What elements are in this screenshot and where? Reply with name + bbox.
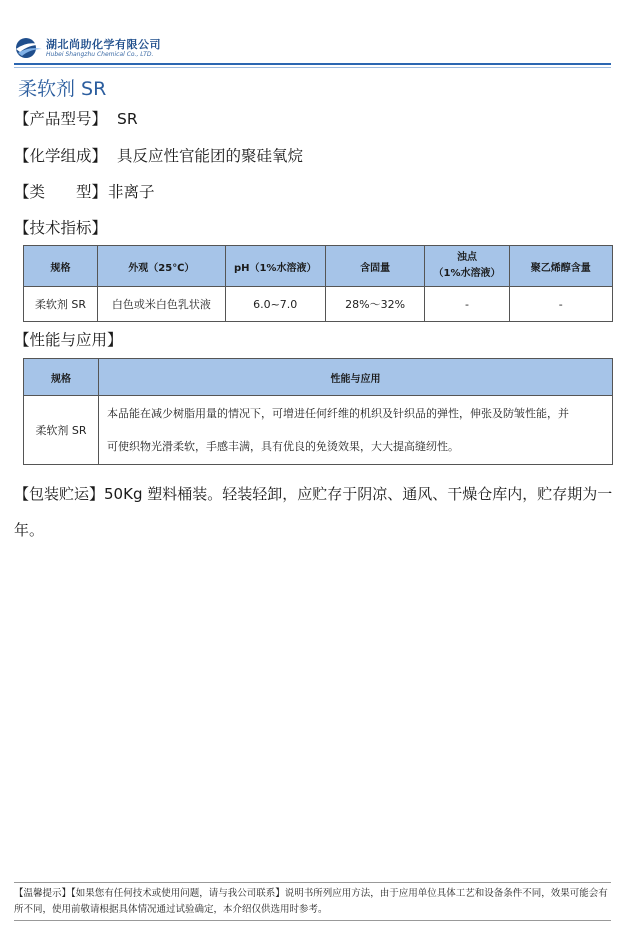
- company-header: [14, 34, 161, 62]
- type-label: 【类 型】: [14, 183, 108, 201]
- col-header-pva: 聚乙烯醇含量: [509, 246, 612, 287]
- cell-solid: 28%～32%: [325, 287, 425, 322]
- composition-value: 具反应性官能团的聚硅氧烷: [117, 147, 304, 165]
- col-header-ph: pH（1%水溶液）: [225, 246, 325, 287]
- performance-heading-label: 【性能与应用】: [14, 331, 123, 349]
- perf-cell-spec: 柔软剂 SR: [24, 396, 99, 465]
- composition-row: [14, 145, 303, 167]
- company-name-cn: 湖北尚助化学有限公司: [46, 37, 161, 51]
- tech-spec-table: [23, 245, 613, 322]
- cell-appearance: 白色或米白色乳状液: [98, 287, 226, 322]
- type-value: 非离子: [108, 183, 155, 201]
- col-header-solid: 含固量: [325, 246, 425, 287]
- cloud-point-line1: 浊点: [457, 252, 477, 263]
- header-divider-thin: [14, 67, 611, 68]
- perf-col-header-performance: 性能与应用: [99, 359, 613, 396]
- cell-spec: 柔软剂 SR: [24, 287, 98, 322]
- footer-notice: [14, 886, 612, 918]
- cell-pva: -: [509, 287, 612, 322]
- performance-table: [23, 358, 613, 465]
- footer-notice-text: 说明书所列应用方法，由于应用单位具体工艺和设备条件不同，效果可能会有所不同，使用前敬请根据具体情况通过试验确定，本介绍仅供选用时参考。: [14, 888, 608, 915]
- footer-notice-label: 【温馨提示】: [14, 888, 72, 899]
- table-row: [24, 396, 613, 465]
- footer-divider: [14, 882, 611, 883]
- perf-cell-desc: [99, 396, 613, 465]
- model-row: [14, 108, 138, 130]
- cell-ph: 6.0~7.0: [225, 287, 325, 322]
- col-header-cloud-point: [425, 246, 509, 287]
- company-name-en: Hubei Shangzhu Chemical Co., LTD.: [46, 50, 154, 58]
- model-label: 【产品型号】: [14, 110, 108, 128]
- tech-table-header-row: [24, 246, 613, 287]
- tech-heading: [14, 217, 107, 239]
- cell-cloud-point: -: [425, 287, 509, 322]
- model-value: SR: [117, 110, 138, 128]
- cloud-point-line2: （1%水溶液）: [433, 268, 501, 279]
- company-name-block: [46, 38, 161, 59]
- perf-table-header-row: [24, 359, 613, 396]
- tech-heading-label: 【技术指标】: [14, 219, 108, 237]
- perf-desc-line1: 本品能在减少树脂用量的情况下，可增进任何纤维的机织及针织品的弹性，伸张及防皱性能，并: [107, 407, 569, 420]
- packaging-section: [14, 476, 614, 548]
- footer-notice-contact: 【如果您有任何技术或使用问题，请与我公司联系】: [71, 888, 285, 899]
- perf-col-header-spec: 规格: [24, 359, 99, 396]
- table-row: [24, 287, 613, 322]
- footer-divider-bottom: [14, 920, 611, 921]
- composition-label: 【化学组成】: [14, 147, 108, 165]
- packaging-label: 【包装贮运】: [14, 485, 105, 503]
- col-header-spec: 规格: [24, 246, 98, 287]
- packaging-value: 50Kg 塑料桶装。轻装轻卸，应贮存于阴凉、通风、干燥仓库内，贮存期为一年。: [14, 485, 613, 539]
- perf-desc-line2: 可使织物光滑柔软，手感丰满，具有优良的免烫效果，大大提高缝纫性。: [107, 440, 459, 453]
- company-logo-icon: [14, 36, 44, 60]
- product-title: 柔软剂 SR: [18, 78, 107, 100]
- type-row: [14, 181, 155, 203]
- header-divider: [14, 63, 611, 65]
- col-header-appearance: 外观（25℃）: [98, 246, 226, 287]
- performance-heading: [14, 329, 123, 351]
